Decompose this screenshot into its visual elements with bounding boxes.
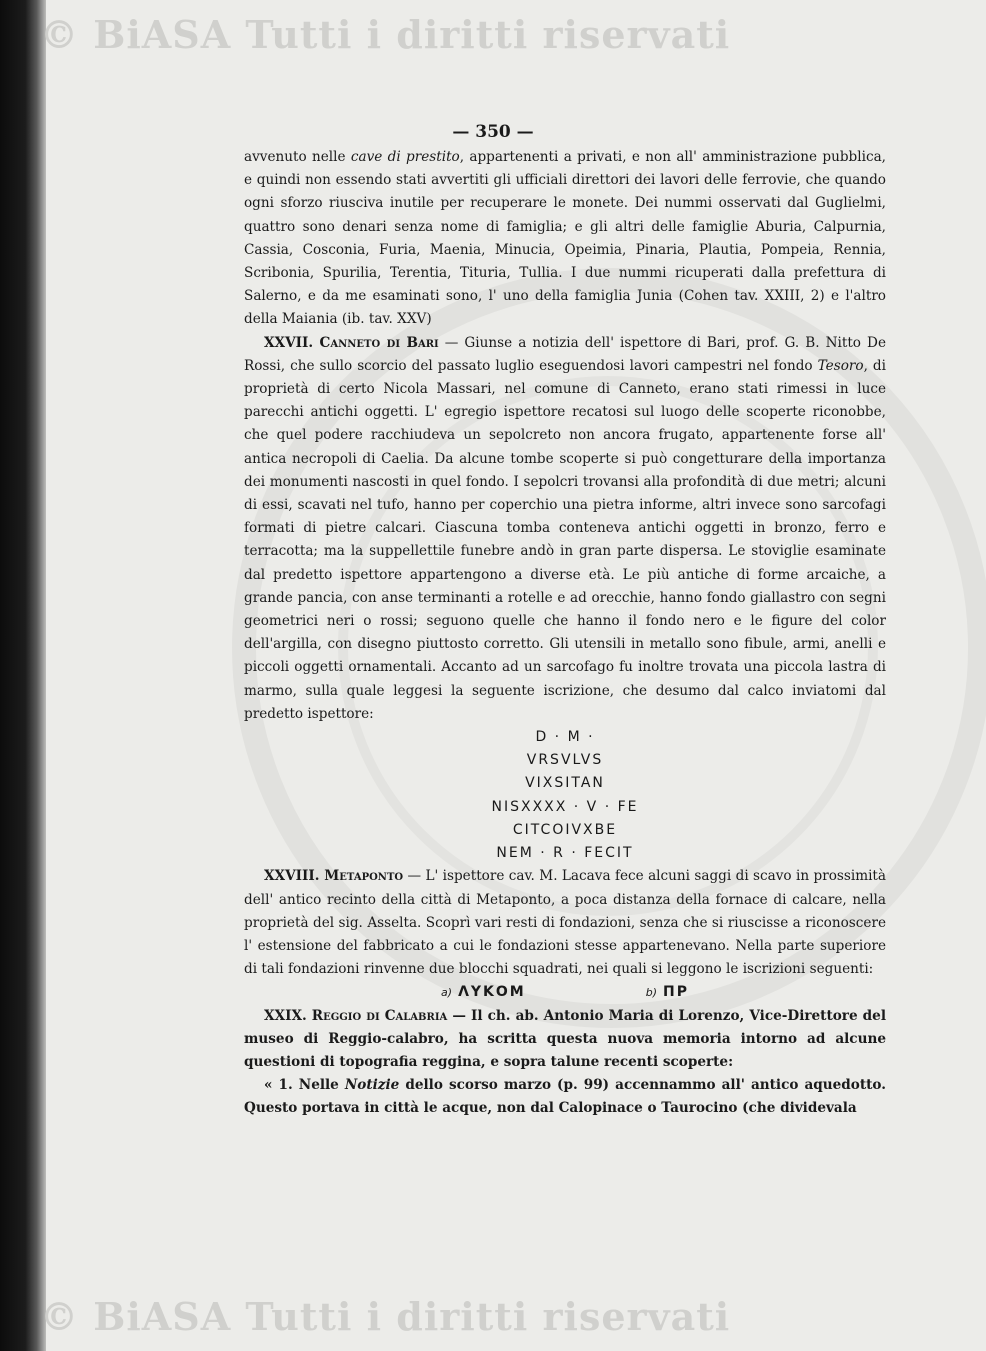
page-number: — 350 — [452, 122, 534, 142]
greek-inscription-b: b) ΠΡ [645, 984, 689, 1001]
inscription-line: D · M · [535, 729, 595, 746]
paragraph-metaponto: XXVIII. Metaponto — L' ispettore cav. M. Lacava fece alcuni saggi di scavo in prossimità dell' antico recinto della città di Metaponto, a poca distanza della fornace di calcare, nella proprietà del sig. Asselta. Scoprì vari resti di fondazioni, senza che si riuscisse a riconoscere l' estensione del fabbricato a cui le fondazioni stesse appartenevano. Nella parte superiore di tali fondazioni rinvenne due blocchi squadrati, nei quali si leggono le iscrizioni seguenti: [244, 868, 887, 978]
paragraph-coins: avvenuto nelle cave di prestito, appartenenti a privati, e non all' amministrazione pubblica, e quindi non essendo stati avvertiti gli ufficiali direttori dei lavori delle ferrovie, che quando ogni sforzo riusciva inutile per recuperare le monete. Dei nummi osservati dal Guglielmi, quattro sono denari senza nome di famiglia; e gli altri delle famiglie Aburia, Calpurnia, Cassia, Cosconia, Furia, Maenia, Minucia, Opeimia, Pinaria, Plautia, Pompeia, Rennia, Scribonia, Spurilia, Terentia, Tituria, Tullia. I due nummi ricuperati dalla prefettura di Salerno, e da me esaminati sono, l' uno della famiglia Junia (Cohen tav. XXIII, 2) e l'altro della Maiania (ib. tav. XXV) [244, 149, 886, 328]
inscription-line: NEM · R · FECIT [496, 845, 634, 862]
book-spine-shadow [0, 0, 46, 1351]
inscription-line: VIXSITAN [525, 775, 605, 792]
paragraph-aqueduct: « 1. Nelle Notizie dello scorso marzo (p. 99) accennammo all' antico aquedotto. Questo portava in città le acque, non dal Calopinace o Taurocino (che dividevala [244, 1077, 886, 1117]
greek-inscriptions [244, 981, 886, 1004]
section-heading-xxix: XXIX. Reggio di Calabria [264, 1007, 448, 1024]
inscription-line: VRSVLVS [526, 752, 604, 769]
watermark-top: © BiASA Tutti i diritti riservati [40, 12, 731, 57]
inscription-line: CITCOIVXBE [512, 821, 618, 838]
watermark-bottom: © BiASA Tutti i diritti riservati [40, 1294, 731, 1339]
paragraph-reggio: XXIX. Reggio di Calabria — Il ch. ab. Antonio Maria di Lorenzo, Vice-Direttore del museo di Reggio-calabro, ha scritta questa nuova memoria intorno ad alcune questioni di topografia reggina, e sopra talune recenti scoperte: [244, 1007, 886, 1070]
greek-inscription-a: a) ΛΥΚΟΜ [441, 984, 526, 1001]
paragraph-canneto: XXVII. Canneto di Bari — Giunse a notizia dell' ispettore di Bari, prof. G. B. Nitto De Rossi, che sullo scorcio del passato luglio eseguendosi lavori campestri nel fondo Tesoro, di proprietà di certo Nicola Massari, nel comune di Canneto, erano stati rimessi in luce parecchi antichi oggetti. L' egregio ispettore recatosi sul luogo delle scoperte riconobbe, che quel podere racchiudeva un sepolcreto non ancora frugato, appartenente forse all' antica necropoli di Caelia. Da alcune tombe scoperte si può congetturare della importanza dei monumenti nascosti in quel fondo. I sepolcri trovansi alla profondità di due metri; alcuni di essi, scavati nel tufo, hanno per coperchio una pietra informe, altri invece sono sarcofagi formati di pietre calcari. Ciascuna tomba conteneva antichi oggetti in bronzo, ferro e terracotta; ma la suppellettile funebre andò in gran parte dispersa. Le stoviglie esaminate dal predetto ispettore appartengono a diverse età. Le più antiche di forme arcaiche, a grande pancia, con anse terminanti a rotelle e ad orecchie, hanno fondo giallastro con segni geometrici neri o rossi; seguono quelle che hanno il fondo nero e le figure del color dell'argilla, con disegno piuttosto corretto. Gli utensili in metallo sono fibule, armi, anelli e piccoli oggetti ornamentali. Accanto ad un sarcofago fu inoltre trovata una piccola lastra di marmo, sulla quale leggesi la seguente iscrizione, che desumo dal calco inviatomi dal predetto ispettore: [244, 334, 886, 722]
latin-inscription [244, 726, 886, 865]
section-heading-xxviii: XXVIII. Metaponto [264, 868, 404, 885]
page-body [244, 146, 886, 1121]
section-heading-xxvii: XXVII. Canneto di Bari [264, 334, 439, 351]
inscription-line: NISXXXX · V · FE [491, 798, 639, 815]
